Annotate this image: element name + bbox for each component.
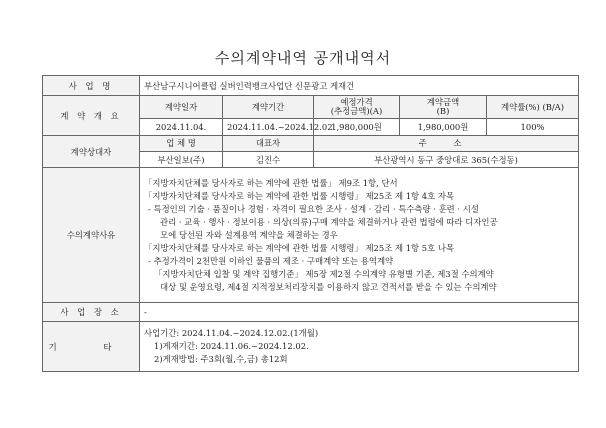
contract-label: 계 약 개 요: [43, 96, 140, 136]
site-value: -: [140, 303, 579, 322]
etc-text: [140, 322, 579, 372]
amount-header-line2: (B): [436, 106, 450, 116]
amount-value: 1,980,000원: [400, 119, 487, 136]
etc-line: 사업기간: 2024.11.04.~2024.12.02.(1개월): [144, 328, 319, 338]
reason-line: 「지방자치단체를 당사자로 하는 계약에 관한 법률 시행령」 제25조 제 1항 5호 나목: [144, 242, 455, 253]
reason-line: 관리 · 교육 · 행사 · 정보이용 · 의상(의류)구매 계약을 체결하거나 관련 법령에 따라 디자인공: [160, 216, 498, 227]
etc-line: 2)게재방법: 주3회(월,수,금) 총12회: [154, 354, 288, 364]
project-label: 사 업 명: [43, 76, 140, 96]
reason-line: - 추정가격이 2천만원 이하인 물품의 제조 · 구매계약 또는 용역계약: [148, 255, 394, 266]
contract-header-row: [43, 96, 579, 119]
representative-header: 대표자: [223, 136, 314, 152]
reason-line: 「지방자치단체를 당사자로 하는 계약에 관한 법률 시행령」 제25조 제 1항 4호 자목: [144, 190, 455, 201]
reason-row: [43, 168, 579, 303]
party-label: 계약상대자: [43, 136, 140, 168]
contract-period-value: 2024.11.04.~2024.12.02.: [223, 119, 314, 136]
reason-line: 「지방자치단체 입찰 및 계약 집행기준」 제5장 제2절 수의계약 유형별 기준, 제3절 수의계약: [154, 268, 494, 279]
address-header: 주 소: [314, 136, 579, 152]
reason-line: 「지방자치단체를 당사자로 하는 계약에 관한 법률」 제9조 1항, 단서: [144, 177, 398, 188]
project-row: [43, 76, 579, 96]
address-value: 부산광역시 동구 중앙대로 365(수정동): [314, 152, 579, 168]
etc-line: 1)게재기간: 2024.11.06.~2024.12.02.: [154, 341, 309, 351]
contract-date-header: 계약일자: [140, 96, 223, 119]
amount-header: [400, 96, 487, 119]
reason-line: 대상 및 운영요령, 제4절 지적정보처리장치를 이용하지 않고 견적서를 받을 수 있는 수의계약: [160, 281, 497, 292]
estimate-value: 1,980,000원: [314, 119, 400, 136]
reason-line: - 특정인의 기술 · 품질이나 경험 · 자격이 필요한 조사 · 설계 · 감리 · 특수측량 · 훈련 · 시설: [148, 203, 479, 214]
reason-text: [140, 168, 579, 303]
site-label: 사 업 장 소: [43, 303, 140, 322]
rate-value: 100%: [487, 119, 579, 136]
reason-label: 수의계약사유: [43, 168, 140, 303]
project-value: 부산남구시니어클럽 실버인력뱅크사업단 신문광고 게재건: [140, 76, 579, 96]
contract-date-value: 2024.11.04.: [140, 119, 223, 136]
etc-row: [43, 322, 579, 372]
estimate-header: [314, 96, 400, 119]
company-value: 부산일보(주): [140, 152, 223, 168]
estimate-header-line1: 예정가격: [340, 97, 373, 107]
company-header: 업 체 명: [140, 136, 223, 152]
contract-period-header: 계약기간: [223, 96, 314, 119]
estimate-header-line2: (추정금액)(A): [330, 106, 383, 116]
representative-value: 김진수: [223, 152, 314, 168]
rate-header: 계약률(%) (B/A): [487, 96, 579, 119]
page-title: 수의계약내역 공개내역서: [214, 49, 392, 67]
amount-header-line1: 계약금액: [426, 97, 460, 107]
etc-label: 기 타: [43, 322, 140, 372]
party-header-row: [43, 136, 579, 152]
site-row: [43, 303, 579, 322]
reason-line: 모에 당선된 자와 설계용역 계약을 체결하는 경우: [160, 229, 338, 240]
contract-disclosure-table: [42, 75, 579, 372]
